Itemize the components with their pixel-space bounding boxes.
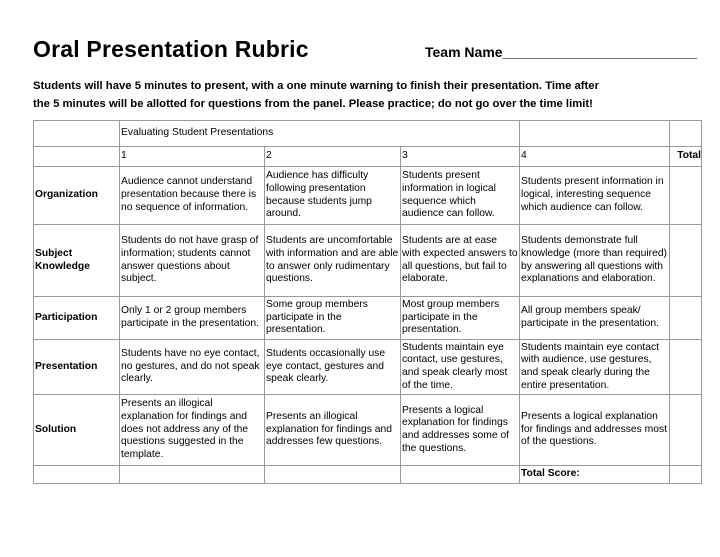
table-row: [34, 340, 702, 395]
category-subject-knowledge: Subject Knowledge: [34, 225, 120, 297]
total-column-header: Total: [670, 147, 702, 167]
category-participation: Participation: [34, 297, 120, 340]
rubric-cell: Only 1 or 2 group members participate in the presentation.: [120, 297, 265, 340]
blank-cell: [34, 466, 120, 484]
rubric-cell: Students maintain eye contact with audience, use gestures, and speak clearly during the entire presentation.: [520, 340, 670, 395]
total-cell[interactable]: [670, 225, 702, 297]
total-score-cell[interactable]: [670, 466, 702, 484]
table-heading: Evaluating Student Presentations: [120, 121, 520, 147]
score-column-1: 1: [120, 147, 265, 167]
blank-cell: [265, 466, 401, 484]
score-column-4: 4: [520, 147, 670, 167]
rubric-table: [33, 120, 702, 484]
rubric-cell: Most group members participate in the presentation.: [401, 297, 520, 340]
team-name-blank: _________________________: [502, 44, 698, 60]
instructions-line: the 5 minutes will be allotted for questions from the panel. Please practice; do not go over the time limit!: [33, 98, 593, 110]
total-cell[interactable]: [670, 297, 702, 340]
blank-cell: [34, 121, 120, 147]
score-header-row: [34, 147, 702, 167]
table-row: [34, 297, 702, 340]
rubric-cell: Audience cannot understand presentation because there is no sequence of information.: [120, 167, 265, 225]
rubric-cell: Presents an illogical explanation for findings and does not address any of the questions suggested in the template.: [120, 395, 265, 466]
blank-cell: [401, 466, 520, 484]
total-score-row: [34, 466, 702, 484]
score-column-3: 3: [401, 147, 520, 167]
rubric-cell: Students have no eye contact, no gestures, and do not speak clearly.: [120, 340, 265, 395]
category-organization: Organization: [34, 167, 120, 225]
rubric-cell: Students maintain eye contact, use gestures, and speak clearly most of the time.: [401, 340, 520, 395]
blank-cell: [34, 147, 120, 167]
table-row: [34, 167, 702, 225]
table-row: [34, 395, 702, 466]
total-cell[interactable]: [670, 395, 702, 466]
rubric-cell: Some group members participate in the presentation.: [265, 297, 401, 340]
score-column-2: 2: [265, 147, 401, 167]
instructions: [33, 77, 693, 113]
rubric-cell: Audience has difficulty following presentation because students jump around.: [265, 167, 401, 225]
table-row: [34, 225, 702, 297]
instructions-line: Students will have 5 minutes to present, with a one minute warning to finish their presentation. Time after: [33, 80, 599, 92]
rubric-cell: Students demonstrate full knowledge (more than required) by answering all questions with explanations and elaboration.: [520, 225, 670, 297]
rubric-cell: All group members speak/ participate in the presentation.: [520, 297, 670, 340]
blank-cell: [670, 121, 702, 147]
category-solution: Solution: [34, 395, 120, 466]
team-name-field[interactable]: [425, 44, 697, 60]
blank-cell: [120, 466, 265, 484]
page-title: Oral Presentation Rubric: [33, 36, 309, 62]
rubric-cell: Students do not have grasp of information; students cannot answer questions about subject.: [120, 225, 265, 297]
rubric-cell: Presents a logical explanation for findings and addresses most of the questions.: [520, 395, 670, 466]
blank-cell: [520, 121, 670, 147]
rubric-cell: Students present information in logical sequence which audience can follow.: [401, 167, 520, 225]
rubric-cell: Students are uncomfortable with information and are able to answer only rudimentary questions.: [265, 225, 401, 297]
team-name-label: Team Name: [425, 44, 503, 60]
rubric-cell: Students are at ease with expected answers to all questions, but fail to elaborate.: [401, 225, 520, 297]
total-score-label: Total Score:: [520, 466, 670, 484]
rubric-cell: Presents a logical explanation for findings and addresses some of the questions.: [401, 395, 520, 466]
total-cell[interactable]: [670, 167, 702, 225]
rubric-cell: Students occasionally use eye contact, gestures and speak clearly.: [265, 340, 401, 395]
category-presentation: Presentation: [34, 340, 120, 395]
rubric-cell: Presents an illogical explanation for findings and addresses few questions.: [265, 395, 401, 466]
total-cell[interactable]: [670, 340, 702, 395]
rubric-cell: Students present information in logical, interesting sequence which audience can follow.: [520, 167, 670, 225]
table-heading-row: [34, 121, 702, 147]
